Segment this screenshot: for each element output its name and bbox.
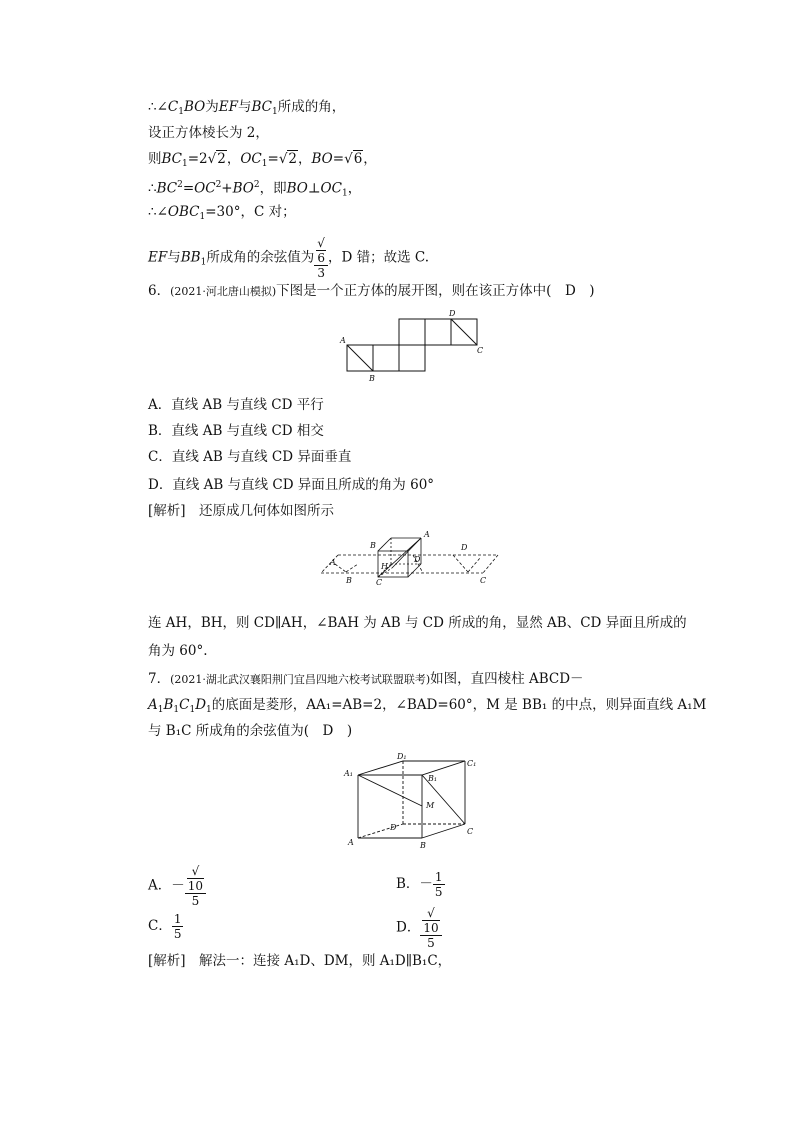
solution-line-3: 则$BC_1=2√2$，$OC_1=√2$，BO=√6， bbox=[148, 151, 377, 169]
q7-option-c: C． $\frac{1}{5}$ bbox=[148, 912, 182, 941]
solution-line-1: $\therefore\angle C_1BO$为EF与$BC_1$所成的角， bbox=[148, 99, 346, 117]
cube-label-b-bottom: B bbox=[346, 576, 352, 585]
q6-conclusion-2: 角为 60°. bbox=[148, 643, 208, 659]
solution-line-4: $\therefore BC^2=OC^2+BO^2$，即$BO\perp OC_1$， bbox=[148, 180, 362, 199]
cube-net-figure bbox=[338, 310, 488, 385]
question-7-stem-3: 与 B₁C 所成角的余弦值为( D ) bbox=[148, 723, 353, 739]
solution-line-5: $\therefore\angle OBC_1=30^\circ$，C 对； bbox=[148, 204, 296, 222]
net-label-d: D bbox=[449, 310, 456, 318]
cube-label-d-cube: D bbox=[414, 555, 421, 564]
solution-line-6: EF与$BB_1$所成角的余弦值为 √ 6 3 ，D 错；故选 C. bbox=[148, 236, 429, 280]
prism-label-a: A bbox=[348, 838, 354, 847]
prism-label-a1: A₁ bbox=[344, 769, 353, 778]
q6-option-a: A．直线 AB 与直线 CD 平行 bbox=[148, 397, 324, 413]
prism-label-b1: B₁ bbox=[428, 774, 438, 783]
prism-label-d: D bbox=[390, 823, 397, 832]
cube-reconstruction-figure bbox=[318, 528, 503, 600]
cube-label-c-cube: C bbox=[376, 578, 383, 587]
question-7-stem-2: $A_1B_1C_1D_1$的底面是菱形，AA₁=AB=2，∠BAD=60°，M 是 BB₁ 的中点，则异面直线 A₁M bbox=[148, 697, 707, 715]
prism-label-c1: C₁ bbox=[467, 759, 477, 768]
cube-label-b-top: B bbox=[370, 541, 376, 550]
q7-analysis: [解析] 解法一：连接 A₁D、DM，则 A₁D∥B₁C， bbox=[148, 953, 452, 969]
q6-option-d: D．直线 AB 与直线 CD 异面且所成的角为 60° bbox=[148, 477, 435, 493]
prism-label-b: B bbox=[420, 841, 426, 850]
net-label-a: A bbox=[340, 336, 346, 345]
net-label-b: B bbox=[369, 374, 375, 383]
solution-line-2: 设正方体棱长为 2， bbox=[148, 125, 269, 141]
q7-option-d: D． √ 10 5 bbox=[396, 906, 442, 950]
cube-label-d-right: D bbox=[461, 543, 468, 552]
q7-option-b: B．－ $\frac{1}{5}$ bbox=[396, 870, 443, 899]
cube-label-a-left: A bbox=[330, 558, 336, 567]
q7-option-a: A．－ √ 10 5 bbox=[148, 864, 206, 908]
prism-label-c: C bbox=[467, 827, 474, 836]
q6-option-c: C．直线 AB 与直线 CD 异面垂直 bbox=[148, 449, 352, 465]
question-6-stem: 6．(2021·河北唐山模拟)下图是一个正方体的展开图，则在该正方体中( D ) bbox=[148, 283, 595, 299]
q6-analysis: [解析] 还原成几何体如图所示 bbox=[148, 503, 335, 519]
cube-label-c-right: C bbox=[480, 576, 487, 585]
net-label-c: C bbox=[477, 346, 484, 355]
question-7-stem-1: 7．(2021·湖北武汉襄阳荆门宜昌四地六校考试联盟联考)如图，直四棱柱 ABCD－ bbox=[148, 671, 584, 687]
cube-label-h: H bbox=[381, 562, 388, 571]
prism-label-d1: D₁ bbox=[397, 752, 407, 761]
prism-figure bbox=[340, 750, 482, 850]
cube-label-a-top: A bbox=[424, 530, 430, 539]
q6-conclusion-1: 连 AH，BH，则 CD∥AH，∠BAH 为 AB 与 CD 所成的角，显然 AB、CD 异面且所成的 bbox=[148, 615, 687, 631]
prism-label-m: M bbox=[426, 801, 435, 810]
q6-option-b: B．直线 AB 与直线 CD 相交 bbox=[148, 423, 324, 439]
